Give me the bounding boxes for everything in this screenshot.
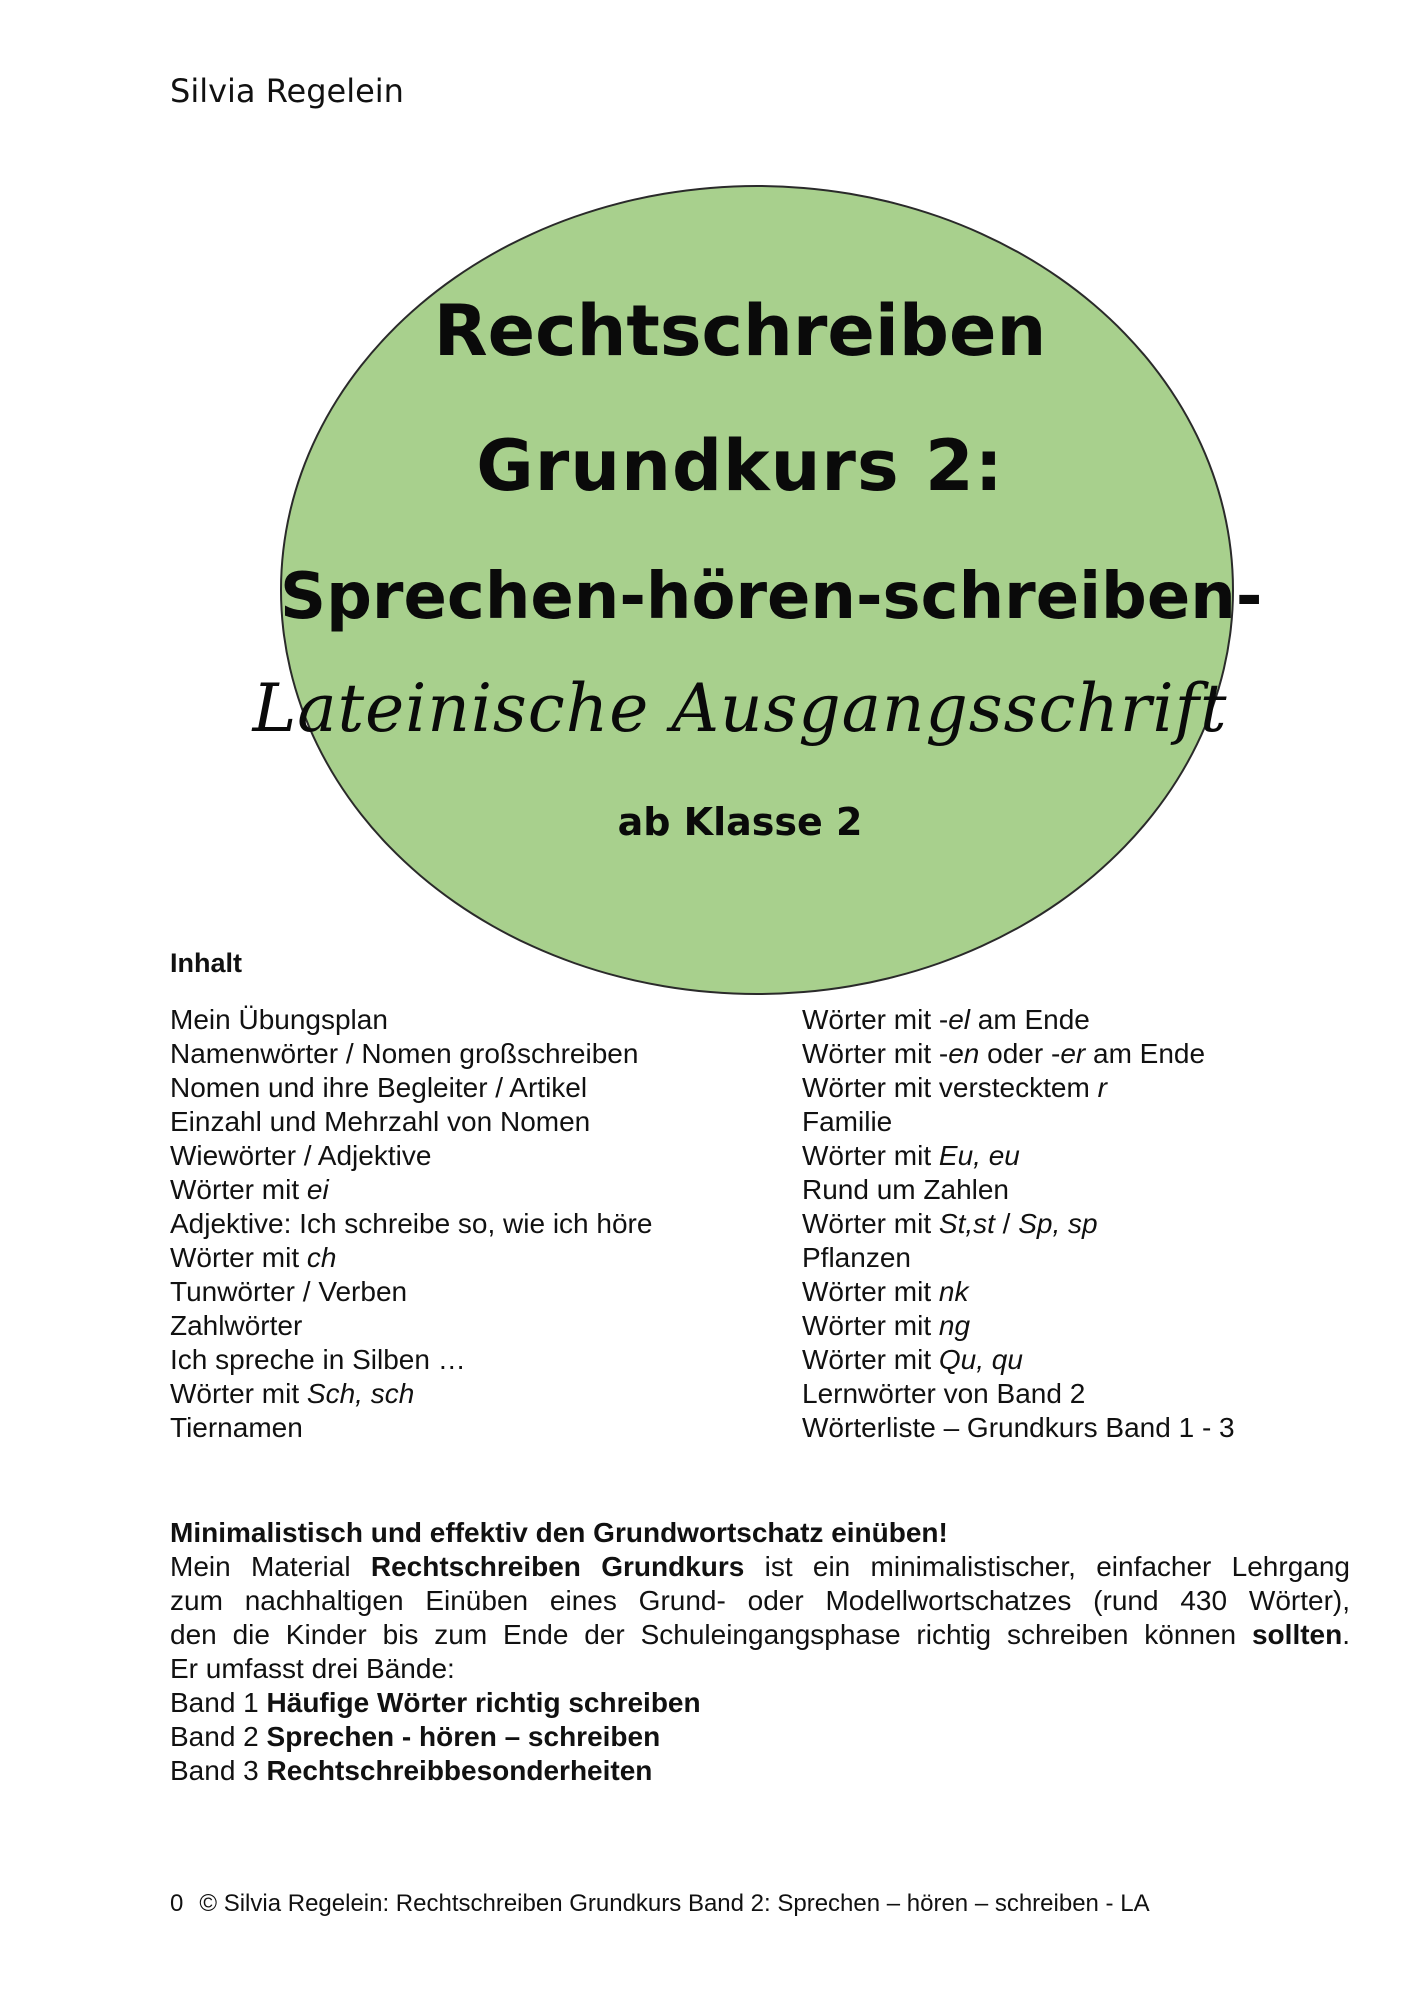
band-2 (170, 1720, 1350, 1754)
emphasis: sollten (1251, 1619, 1343, 1650)
toc-item-text: Lernwörter von Band 2 (802, 1378, 1086, 1409)
toc-item-emphasis: Sch, sch (306, 1378, 415, 1409)
toc-item-emphasis: Qu, qu (938, 1344, 1023, 1375)
toc-item-emphasis: er (1060, 1038, 1086, 1069)
band-title: Häufige Wörter richtig schreiben (266, 1687, 701, 1718)
description-line-1 (170, 1550, 1350, 1584)
toc-item-text: Wörter mit (170, 1174, 307, 1205)
toc-item-emphasis: ch (306, 1242, 337, 1273)
toc-item-text: Pflanzen (802, 1242, 911, 1273)
description-line-4: Er umfasst drei Bände: (170, 1653, 455, 1684)
toc-item (170, 1003, 652, 1037)
toc-right-column (802, 1003, 1235, 1445)
toc-item (170, 1275, 652, 1309)
toc-item-text: Wörter mit - (802, 1004, 949, 1035)
toc-item (802, 1105, 1235, 1139)
toc-item-text: Namenwörter / Nomen großschreiben (170, 1038, 639, 1069)
toc-item (802, 1003, 1235, 1037)
toc-item-text: Wörter mit (802, 1344, 939, 1375)
text: ist ein minimalistischer, einfacher Lehrgang (744, 1551, 1350, 1582)
toc-item (802, 1377, 1235, 1411)
band-label: Band 1 (170, 1687, 267, 1718)
toc-item-text: Wiewörter / Adjektive (170, 1140, 432, 1171)
toc-item-emphasis: ng (938, 1310, 971, 1341)
toc-item-text: Wörter mit (802, 1310, 939, 1341)
toc-item-text: Ich spreche in Silben … (170, 1344, 466, 1375)
text: . (1342, 1619, 1350, 1650)
toc-item-text: am Ende (1085, 1038, 1206, 1069)
toc-item-text: Wörter mit (170, 1242, 307, 1273)
toc-item-text: Mein Übungsplan (170, 1004, 388, 1035)
emphasis: Rechtschreiben Grundkurs (370, 1551, 745, 1582)
toc-item (170, 1173, 652, 1207)
toc-item-text: Einzahl und Mehrzahl von Nomen (170, 1106, 591, 1137)
description-line-3 (170, 1618, 1350, 1652)
page-number: 0 (170, 1890, 184, 1917)
band-label: Band 3 (170, 1755, 267, 1786)
toc-item-text: Wörter mit verstecktem (802, 1072, 1098, 1103)
toc-item-emphasis: Sp, sp (1018, 1208, 1098, 1239)
toc-item-text: Wörter mit - (802, 1038, 949, 1069)
toc-item (802, 1343, 1235, 1377)
toc-item (170, 1411, 652, 1445)
toc-item-text: Wörter mit (802, 1208, 939, 1239)
description-line-2: zum nachhaltigen Einüben eines Grund- oder Modellwortschatzes (rund 430 Wörter), (170, 1585, 1350, 1616)
author-name: Silvia Regelein (170, 72, 404, 110)
toc-item-text: Nomen und ihre Begleiter / Artikel (170, 1072, 588, 1103)
toc-item (802, 1139, 1235, 1173)
toc-item-text: am Ende (970, 1004, 1090, 1035)
toc-item-text: Familie (802, 1106, 893, 1137)
toc-item-text: Wörter mit (170, 1378, 307, 1409)
toc-item-text: Tunwörter / Verben (170, 1276, 408, 1307)
band-title: Sprechen - hören – schreiben (266, 1721, 661, 1752)
toc-item (170, 1241, 652, 1275)
toc-item-emphasis: Eu, eu (938, 1140, 1020, 1171)
toc-item-emphasis: en (948, 1038, 980, 1069)
toc-item (170, 1207, 652, 1241)
title-line-3: Sprechen-hören-schreiben- (280, 560, 1263, 634)
toc-item-text: oder - (979, 1038, 1061, 1069)
band-label: Band 2 (170, 1721, 267, 1752)
copyright-text: © Silvia Regelein: Rechtschreiben Grundkurs Band 2: Sprechen – hören – schreiben - LA (199, 1890, 1150, 1917)
toc-item (170, 1377, 652, 1411)
toc-item-emphasis: r (1097, 1072, 1107, 1103)
toc-left-column (170, 1003, 652, 1445)
description-heading: Minimalistisch und effektiv den Grundwortschatz einüben! (170, 1517, 948, 1548)
title-line-4-script: Lateinische Ausgangsschrift (252, 670, 1228, 747)
toc-item-text: Wörter mit (802, 1140, 939, 1171)
page-footer (170, 1890, 1150, 1918)
toc-item (802, 1309, 1235, 1343)
toc-item (802, 1207, 1235, 1241)
toc-item (802, 1037, 1235, 1071)
toc-item (802, 1411, 1235, 1445)
title-line-2: Grundkurs 2: (476, 425, 1004, 507)
toc-item-text: Wörter mit (802, 1276, 939, 1307)
text: den die Kinder bis zum Ende der Schuleingangsphase richtig schreiben können (170, 1619, 1252, 1650)
band-title: Rechtschreibbesonderheiten (266, 1755, 653, 1786)
toc-item (802, 1173, 1235, 1207)
toc-item-text: / (994, 1208, 1019, 1239)
description-block (170, 1516, 1350, 1788)
toc-item (170, 1343, 652, 1377)
toc-item (170, 1139, 652, 1173)
toc-item-text: Adjektive: Ich schreibe so, wie ich höre (170, 1208, 653, 1239)
toc-item-text: Zahlwörter (170, 1310, 303, 1341)
toc-item (802, 1241, 1235, 1275)
toc-item-text: Rund um Zahlen (802, 1174, 1010, 1205)
toc-item-emphasis: ei (306, 1174, 329, 1205)
toc-item (170, 1071, 652, 1105)
toc-item-emphasis: St,st (938, 1208, 995, 1239)
toc-item-text: Tiernamen (170, 1412, 303, 1443)
grade-label: ab Klasse 2 (617, 800, 863, 844)
toc-item-emphasis: nk (938, 1276, 969, 1307)
band-3 (170, 1754, 1350, 1788)
toc-item (802, 1071, 1235, 1105)
toc-item (170, 1105, 652, 1139)
text: Mein Material (170, 1551, 371, 1582)
title-line-1: Rechtschreiben (433, 290, 1047, 372)
toc-item (170, 1037, 652, 1071)
toc-item-text: Wörterliste – Grundkurs Band 1 - 3 (802, 1412, 1235, 1443)
toc-item (170, 1309, 652, 1343)
toc-item (802, 1275, 1235, 1309)
band-1 (170, 1686, 1350, 1720)
toc-item-emphasis: el (948, 1004, 971, 1035)
toc-heading: Inhalt (170, 948, 242, 978)
